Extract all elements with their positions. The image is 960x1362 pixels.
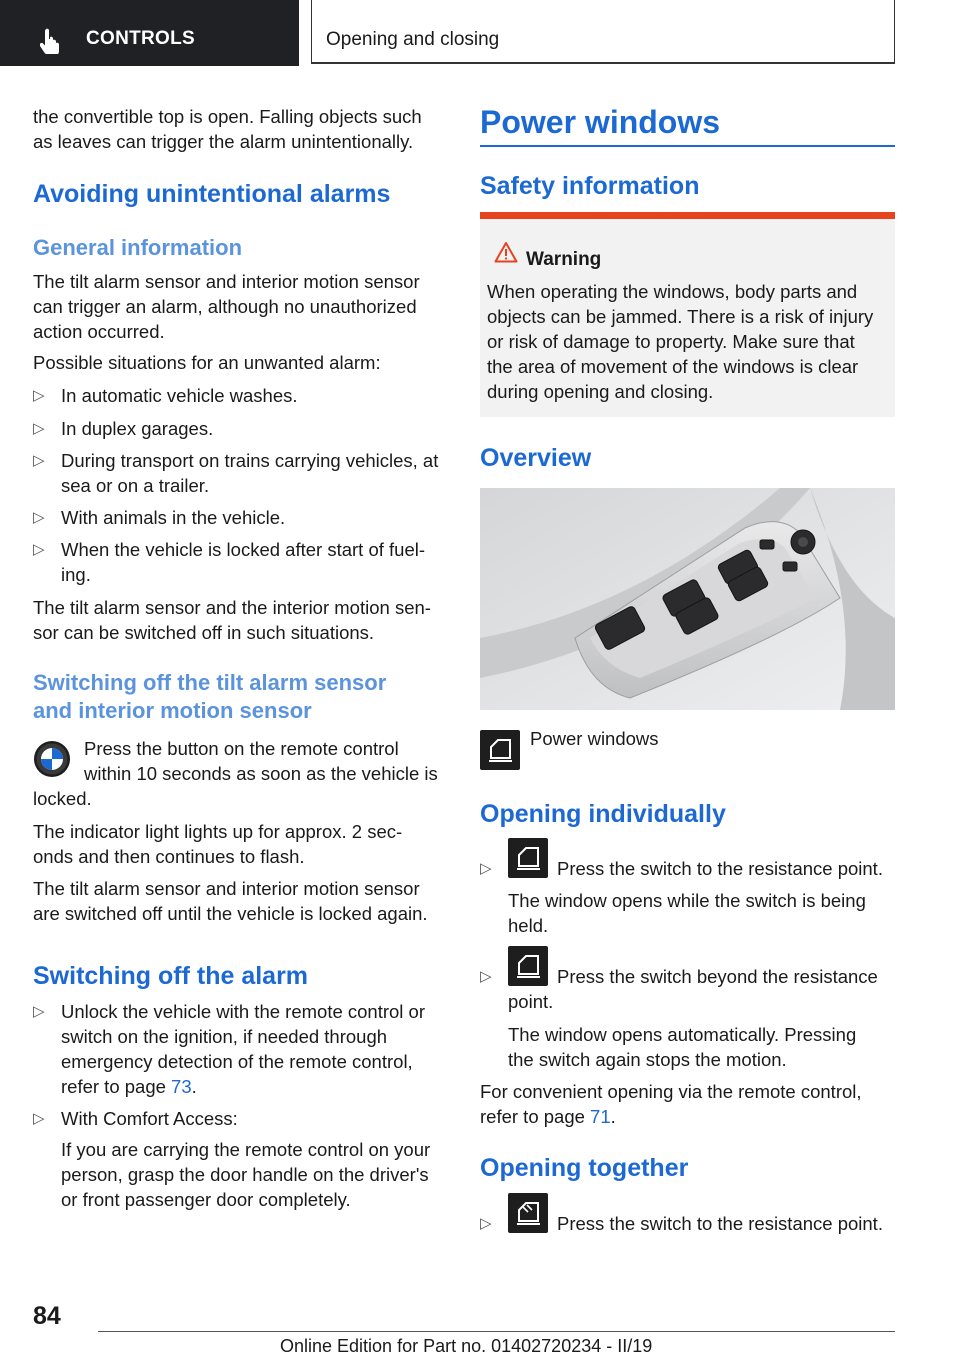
heading-switch-off-sensor-2: and interior motion sensor	[33, 698, 312, 723]
edition-text: Online Edition for Part no. 01402720234 - II/19	[280, 1336, 653, 1356]
list-item: ▷ Unlock the vehicle with the remote control or switch on the ignition, if needed through emergency detection of the remote control, refer to page 73.	[33, 1001, 426, 1097]
list-item: ▷ In automatic vehicle washes.	[33, 385, 298, 406]
warning-triangle-icon	[494, 241, 518, 263]
chapter-title: Opening and closing	[326, 29, 500, 50]
power-window-symbol-icon	[480, 730, 520, 770]
triangle-bullet-icon: ▷	[480, 1215, 492, 1232]
indicator-line-2: onds and then continues to flash.	[33, 846, 305, 867]
triangle-bullet-icon: ▷	[33, 1003, 45, 1020]
general-line-3: action occurred.	[33, 321, 165, 342]
convenient-line-2: refer to page 71.	[480, 1106, 616, 1127]
heading-avoiding-alarms: Avoiding unintentional alarms	[33, 180, 391, 208]
heading-general-information: General information	[33, 235, 243, 260]
list-item: ▷ When the vehicle is locked after start of fuel- ing.	[33, 539, 426, 585]
possible-situations: Possible situations for an unwanted alarm:	[33, 352, 381, 373]
press-line-2: within 10 seconds as soon as the vehicle is	[84, 763, 438, 784]
heading-switch-off-sensor-1: Switching off the tilt alarm sensor	[33, 670, 387, 695]
page-link-73[interactable]: 73	[171, 1076, 192, 1097]
tilt-line-1: The tilt alarm sensor and interior motion sensor	[33, 878, 420, 899]
list-item: ▷ Press the switch to the resistance point.	[480, 1211, 895, 1236]
hand-pointer-icon	[40, 28, 62, 54]
triangle-bullet-icon: ▷	[480, 968, 492, 985]
symbol-caption: Power windows	[530, 728, 659, 749]
heading-overview: Overview	[480, 444, 592, 472]
general-line-2: can trigger an alarm, although no unauthorized	[33, 296, 417, 317]
heading-power-windows: Power windows	[480, 104, 721, 140]
heading-rule	[480, 145, 895, 147]
heading-safety-information: Safety information	[480, 172, 700, 200]
warning-box	[480, 212, 895, 417]
press-line-3: locked.	[33, 788, 92, 809]
intro-line-1: the convertible top is open. Falling objects such	[33, 106, 422, 127]
triangle-bullet-icon: ▷	[33, 541, 45, 558]
triangle-bullet-icon: ▷	[33, 420, 45, 437]
warning-title: Warning	[526, 249, 602, 270]
general-line-1: The tilt alarm sensor and interior motion sensor	[33, 271, 420, 292]
list-item: ▷ During transport on trains carrying vehicles, at sea or on a trailer.	[33, 450, 439, 496]
window-all-symbol-icon	[508, 1193, 548, 1233]
power-window-symbol-icon	[508, 946, 548, 986]
section-title: CONTROLS	[86, 28, 196, 49]
switch-off-line-2: sor can be switched off in such situations.	[33, 622, 375, 643]
heading-switching-off-alarm: Switching off the alarm	[33, 962, 309, 990]
triangle-bullet-icon: ▷	[480, 860, 492, 877]
power-window-symbol-icon	[508, 838, 548, 878]
indicator-line-1: The indicator light lights up for approx. 2 sec-	[33, 821, 403, 842]
page-header	[0, 0, 960, 66]
chapter-tab	[311, 0, 895, 64]
list-item: ▷ Press the switch to the resistance point. The window opens while the switch is being held.	[480, 856, 895, 936]
tilt-line-2: are switched off until the vehicle is locked again.	[33, 903, 428, 924]
heading-opening-together: Opening together	[480, 1154, 689, 1182]
switch-off-line-1: The tilt alarm sensor and the interior motion sen-	[33, 597, 431, 618]
warning-text: When operating the windows, body parts and objects can be jammed. There is a risk of injury or risk of damage to property. Make sure that the area of movement of the windows is clear during opening and closing.	[487, 281, 874, 402]
page-link-71[interactable]: 71	[590, 1106, 611, 1127]
list-item: ▷ Press the switch beyond the resistance point. The window opens automatically. Pressing the switch again stops the motion.	[480, 964, 895, 1074]
press-line-1: Press the button on the remote control	[84, 738, 399, 759]
footer-rule	[98, 1331, 895, 1332]
window-switch-panel-image	[480, 488, 895, 710]
section-tab	[0, 0, 299, 66]
triangle-bullet-icon: ▷	[33, 1110, 45, 1127]
triangle-bullet-icon: ▷	[33, 387, 45, 404]
triangle-bullet-icon: ▷	[33, 452, 45, 469]
convenient-line-1: For convenient opening via the remote control,	[480, 1081, 862, 1102]
list-item: ▷ In duplex garages.	[33, 418, 214, 439]
list-item: ▷ With animals in the vehicle.	[33, 507, 286, 528]
heading-opening-individually: Opening individually	[480, 800, 726, 828]
list-item: ▷ With Comfort Access: If you are carrying the remote control on your person, grasp the door handle on the driver's or front passenger door completely.	[33, 1108, 431, 1210]
remote-control-button-icon	[33, 740, 71, 778]
triangle-bullet-icon: ▷	[33, 509, 45, 526]
page-number: 84	[33, 1302, 61, 1330]
intro-line-2: as leaves can trigger the alarm unintentionally.	[33, 131, 414, 152]
